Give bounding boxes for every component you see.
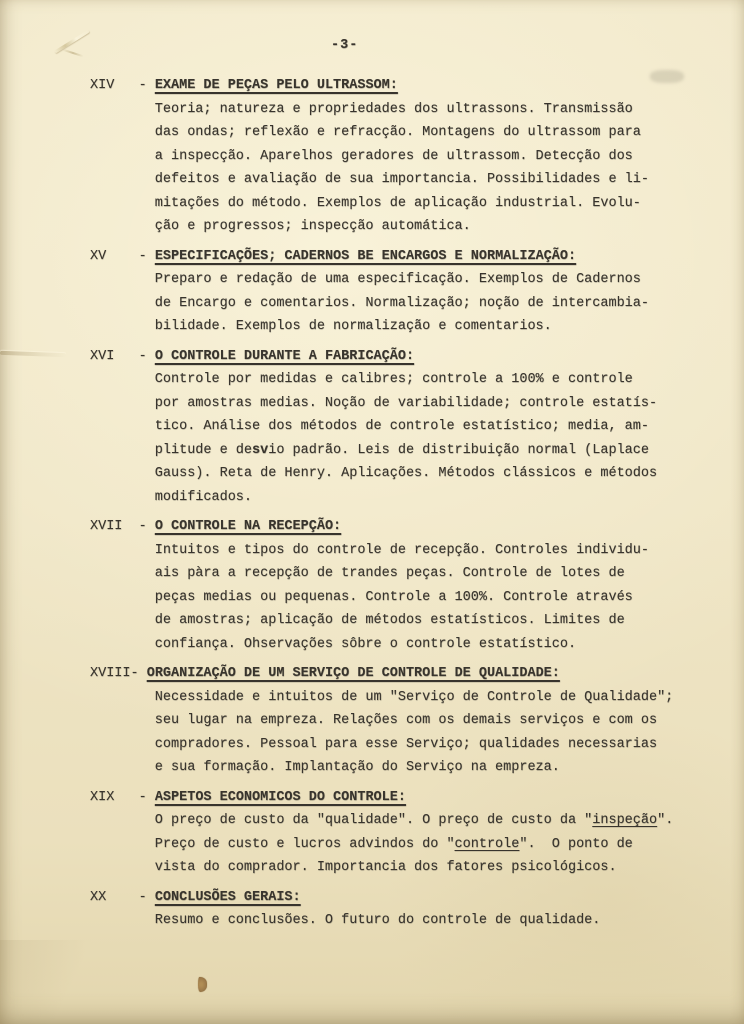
- section-title-line: [90, 245, 698, 269]
- section-title-line: [90, 886, 698, 910]
- section-body-line: Teoria; natureza e propriedades dos ultrassons. Transmissão: [154, 101, 633, 117]
- section-numeral: XVI -: [90, 348, 155, 364]
- section-body-line: Controle por medidas e calibres; controle a 100% e controle: [154, 372, 633, 387]
- text-segment: Preço de custo e lucros advindos do ": [154, 836, 455, 852]
- section-title: ORGANIZAÇÃO DE UM SERVIÇO DE CONTROLE DE QUALIDADE:: [146, 666, 560, 681]
- section-body-line: Gauss). Reta de Henry. Aplicações. Métodos clássicos e métodos: [154, 466, 658, 481]
- section-body-line: seu lugar na empreza. Relações com os demais serviços e com os: [154, 713, 658, 728]
- section-body-line: [90, 833, 698, 857]
- section-body-line: peças medias ou pequenas. Controle a 100%. Controle através: [154, 589, 633, 605]
- outline-section: [90, 662, 698, 780]
- outline-section: [90, 886, 698, 933]
- section-title-line: [90, 74, 698, 98]
- overtyped-text: sv: [252, 442, 269, 458]
- section-body-line: mitações do método. Exemplos de aplicação industrial. Evolu-: [154, 195, 641, 211]
- section-title-line: [90, 786, 698, 810]
- section-body-line: de Encargo e comentarios. Normalização; noção de intercambia-: [154, 295, 649, 311]
- section-numeral: XVII -: [90, 519, 155, 534]
- section-body-line: Intuitos e tipos do controle de recepção. Controles individu-: [154, 542, 649, 558]
- text-segment: io padrão. Leis de distribuição normal (Laplace: [268, 442, 649, 458]
- section-numeral: XIX -: [90, 789, 155, 805]
- section-body-line: compradores. Pessoal para esse Serviço; qualidades necessarias: [154, 736, 658, 752]
- paper-stain: [198, 977, 207, 992]
- section-body-line: e sua formação. Implantação do Serviço na empreza.: [154, 760, 560, 775]
- section-numeral: XX -: [90, 889, 155, 905]
- section-body-line: das ondas; reflexão e refracção. Montagens do ultrassom para: [154, 125, 641, 140]
- section-title: EXAME DE PEÇAS PELO ULTRASSOM:: [154, 78, 398, 93]
- section-title: CONCLUSÕES GERAIS:: [154, 889, 301, 905]
- section-body-line: defeitos e avaliação de sua importancia. Possibilidades e li-: [154, 172, 649, 187]
- paper-crease-bottomleft: [0, 940, 130, 1024]
- section-body-line: Necessidade e intuitos de um "Serviço de Controle de Qualidade";: [154, 689, 674, 705]
- outline-section: [90, 345, 698, 510]
- underlined-term: inspeção: [592, 813, 658, 828]
- section-body-line: tico. Análise dos métodos de controle estatístico; media, am-: [154, 419, 649, 434]
- section-body-line: confiança. Ohservações sôbre o controle estatístico.: [154, 636, 577, 652]
- section-body-line: [90, 439, 698, 463]
- section-body-line: ção e progressos; inspecção automática.: [154, 219, 471, 234]
- text-segment: O preço de custo da "qualidade". O preço de custo da ": [154, 813, 593, 828]
- section-body-line: a inspecção. Aparelhos geradores de ultrassom. Detecção dos: [154, 148, 633, 164]
- underlined-term: controle: [454, 836, 520, 852]
- section-title: ESPECIFICAÇÕES; CADERNOS BE ENCARGOS E NORMALIZAÇÃO:: [154, 248, 577, 264]
- section-body-line: de amostras; aplicação de métodos estatísticos. Limites de: [154, 613, 625, 628]
- section-body-line: vista do comprador. Importancia dos fatores psicológicos.: [154, 860, 617, 875]
- paper-crease-topleft: [54, 30, 90, 54]
- paper-crease-left-edge: [0, 351, 66, 357]
- section-body-line: [90, 809, 698, 833]
- section-numeral: XIV -: [90, 78, 155, 93]
- section-numeral: XV -: [90, 248, 155, 264]
- text-segment: plitude e de: [154, 442, 253, 458]
- text-segment: ". O ponto de: [519, 836, 633, 852]
- outline-section: [90, 245, 698, 339]
- text-segment: ".: [657, 813, 674, 828]
- section-title-line: [90, 662, 698, 686]
- page-number: -3-: [331, 38, 359, 53]
- section-body-line: Preparo e redação de uma especificação. Exemplos de Cadernos: [154, 272, 641, 287]
- outline-sections: [90, 74, 698, 933]
- section-body-line: Resumo e conclusões. O futuro do controle de qualidade.: [154, 913, 601, 928]
- paper-crease-topleft-small: [62, 49, 84, 58]
- section-body-line: ais pàra a recepção de trandes peças. Controle de lotes de: [154, 566, 625, 581]
- section-body-line: modificados.: [154, 489, 253, 505]
- section-title-line: [90, 345, 698, 369]
- section-body-line: bilidade. Exemplos de normalização e comentarios.: [154, 319, 552, 334]
- pencil-smudge: [650, 70, 684, 83]
- section-title: O CONTROLE DURANTE A FABRICAÇÃO:: [154, 348, 415, 364]
- section-title: O CONTROLE NA RECEPÇÃO:: [154, 519, 342, 534]
- outline-section: [90, 74, 698, 239]
- section-title: ASPETOS ECONOMICOS DO CONTROLE:: [154, 789, 406, 805]
- section-body-line: por amostras medias. Noção de variabilidade; controle estatís-: [154, 395, 658, 411]
- section-numeral: XVIII-: [90, 666, 147, 681]
- section-title-line: [90, 515, 698, 539]
- outline-section: [90, 515, 698, 656]
- outline-section: [90, 786, 698, 880]
